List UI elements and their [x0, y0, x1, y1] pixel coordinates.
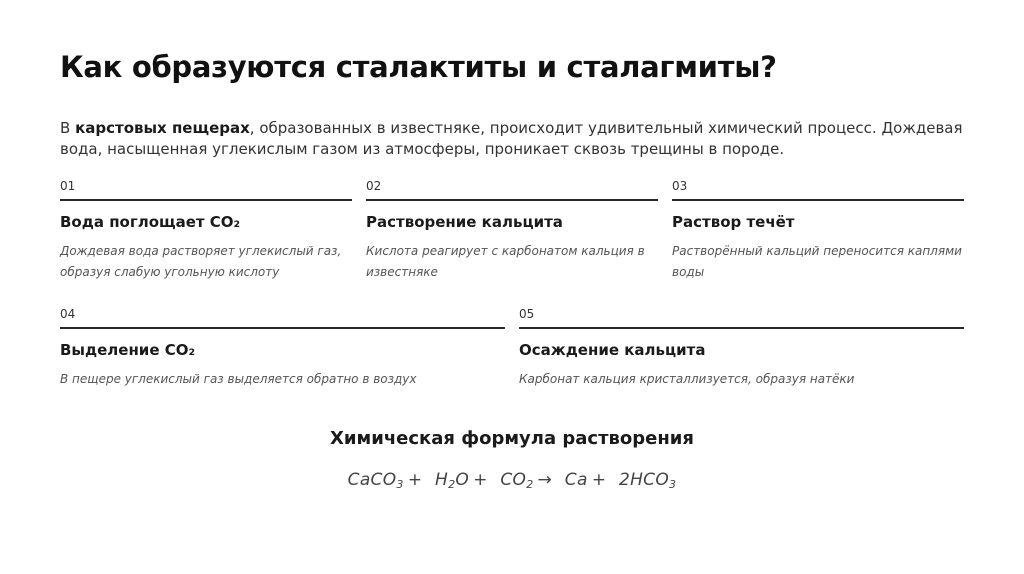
intro-rest: , образованных в известняке, происходит удивительный химический процесс. Дождевая вода, насыщенная углекислым газом из атмосферы, проникает сквозь трещины в породе. [60, 119, 963, 158]
formula-term-hco3: $2HCO_3$ [618, 470, 677, 491]
formula-term-ca: Ca [564, 470, 588, 490]
chemical-equation [0, 470, 1024, 491]
step-divider [60, 199, 352, 201]
step-card-01 [60, 178, 352, 283]
step-card-02 [366, 178, 658, 283]
formula-heading: Химическая формула растворения [330, 428, 694, 449]
formula-term-co2: $CO_2$ [500, 470, 534, 491]
step-title: Вода поглощает CO₂ [60, 213, 241, 231]
plus-sign: + [407, 470, 423, 490]
reaction-arrow: → [537, 470, 553, 490]
formula-term-h2o: $H_2O$ [435, 470, 470, 491]
step-number: 03 [672, 179, 688, 193]
step-title: Осаждение кальцита [519, 341, 706, 359]
step-title: Раствор течёт [672, 213, 795, 231]
slide-title: Как образуются сталактиты и сталагмиты? [60, 50, 777, 84]
step-card-03 [672, 178, 964, 283]
plus-sign: + [473, 470, 488, 490]
step-divider [672, 199, 964, 201]
step-divider [60, 327, 505, 329]
intro-paragraph [60, 118, 970, 160]
step-title: Выделение CO₂ [60, 341, 196, 359]
intro-highlight: карстовых пещерах [75, 119, 250, 137]
plus-sign: + [591, 470, 607, 490]
step-card-05 [519, 306, 964, 390]
step-description: Растворённый кальций переносится каплями воды [672, 244, 962, 279]
step-divider [519, 327, 964, 329]
intro-prefix: В [60, 119, 76, 137]
step-number: 02 [366, 179, 382, 193]
step-description: Карбонат кальция кристаллизуется, образуя натёки [519, 372, 855, 386]
formula-term-caco3: CaCO$_3$ [347, 470, 404, 491]
step-description: Кислота реагирует с карбонатом кальция в известняке [366, 244, 645, 279]
step-description: Дождевая вода растворяет углекислый газ, образуя слабую угольную кислоту [60, 244, 342, 279]
step-title: Растворение кальцита [366, 213, 563, 231]
step-description: В пещере углекислый газ выделяется обратно в воздух [60, 372, 417, 386]
step-number: 01 [60, 179, 76, 193]
step-number: 04 [60, 307, 76, 321]
step-number: 05 [519, 307, 535, 321]
step-card-04 [60, 306, 505, 390]
step-divider [366, 199, 658, 201]
